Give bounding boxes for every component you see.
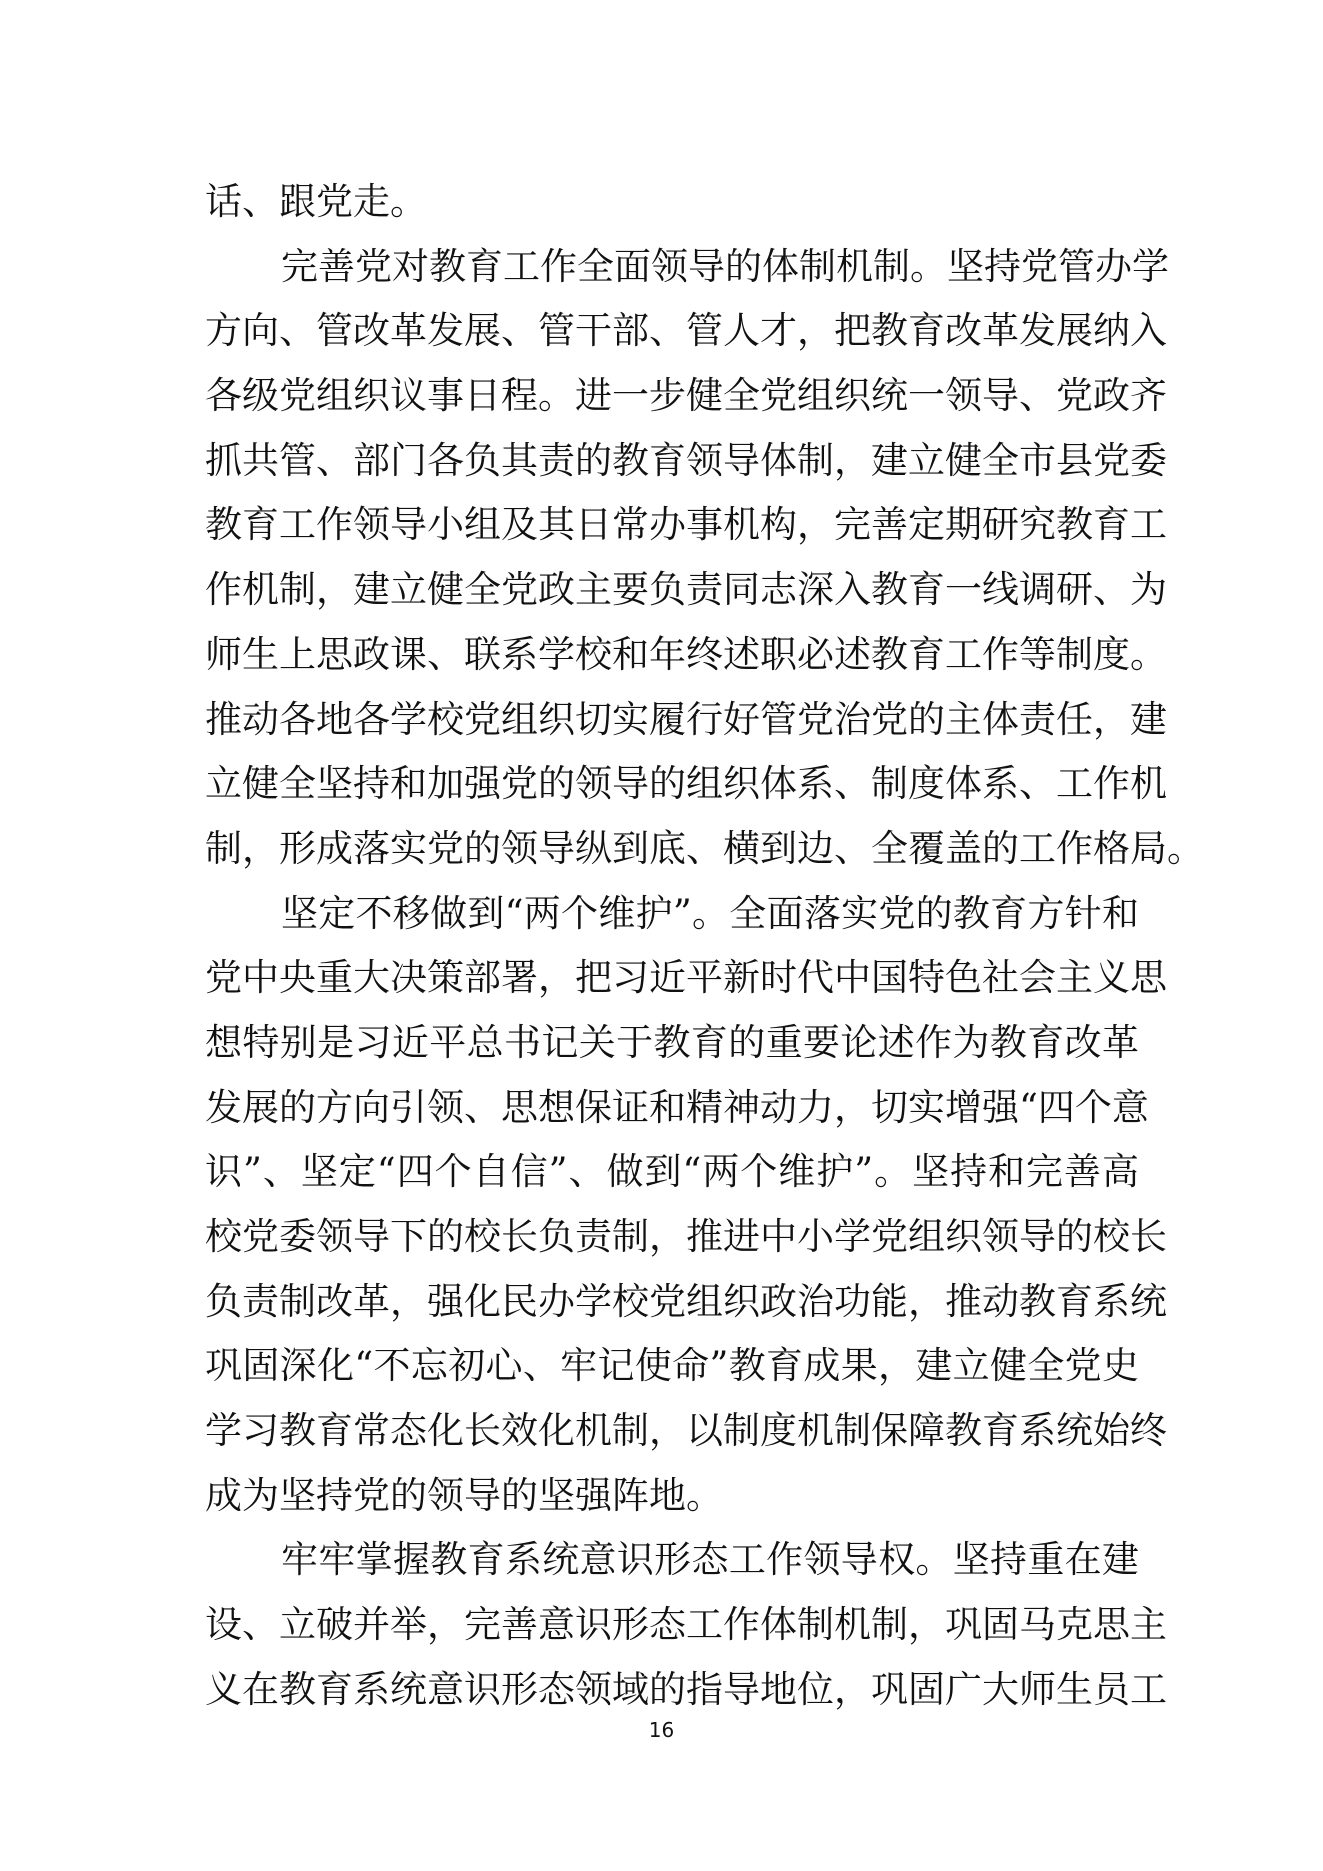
text-line: 各级党组织议事日程。进一步健全党组织统一领导、党政齐: [205, 374, 1167, 418]
text-line: 巩固深化“不忘初心、牢记使命”教育成果，建立健全党史: [205, 1344, 1139, 1388]
text-line: 党中央重大决策部署，把习近平新时代中国特色社会主义思: [205, 956, 1167, 1000]
paragraph-first-line: 牢牢掌握教育系统意识形态工作领导权。坚持重在建: [281, 1538, 1139, 1582]
text-line: 校党委领导下的校长负责制，推进中小学党组织领导的校长: [205, 1215, 1167, 1258]
text-line: 发展的方向引领、思想保证和精神动力，切实增强“四个意: [205, 1085, 1149, 1129]
text-line: 想特别是习近平总书记关于教育的重要论述作为教育改革: [205, 1020, 1139, 1064]
paragraph-first-line: 完善党对教育工作全面领导的体制机制。坚持党管办学: [281, 244, 1169, 288]
text-line: 成为坚持党的领导的坚强阵地。: [205, 1473, 723, 1517]
text-line: 师生上思政课、联系学校和年终述职必述教育工作等制度。: [205, 632, 1167, 676]
text-line: 制，形成落实党的领导纵到底、横到边、全覆盖的工作格局。: [205, 826, 1204, 870]
text-line: 方向、管改革发展、管干部、管人才，把教育改革发展纳入: [205, 309, 1167, 353]
text-line: 教育工作领导小组及其日常办事机构，完善定期研究教育工: [205, 503, 1167, 547]
text-line: 学习教育常态化长效化机制，以制度机制保障教育系统始终: [205, 1409, 1167, 1453]
text-line: 推动各地各学校党组织切实履行好管党治党的主体责任，建: [205, 697, 1167, 741]
text-line: 义在教育系统意识形态领域的指导地位，巩固广大师生员工: [205, 1667, 1167, 1711]
text-line: 话、跟党走。: [205, 180, 427, 223]
text-line: 负责制改革，强化民办学校党组织政治功能，推动教育系统: [205, 1279, 1167, 1323]
text-line: 作机制，建立健全党政主要负责同志深入教育一线调研、为: [205, 568, 1167, 612]
body-text: [205, 170, 1204, 1723]
text-line: 识”、坚定“四个自信”、做到“两个维护”。坚持和完善高: [205, 1150, 1139, 1194]
text-line: 立健全坚持和加强党的领导的组织体系、制度体系、工作机: [205, 762, 1167, 806]
text-line: 设、立破并举，完善意识形态工作体制机制，巩固马克思主: [205, 1603, 1167, 1647]
text-line: 抓共管、部门各负其责的教育领导体制，建立健全市县党委: [205, 438, 1167, 482]
page-number: 16: [648, 1718, 675, 1742]
paragraph-first-line: 坚定不移做到“两个维护”。全面落实党的教育方针和: [281, 891, 1139, 935]
